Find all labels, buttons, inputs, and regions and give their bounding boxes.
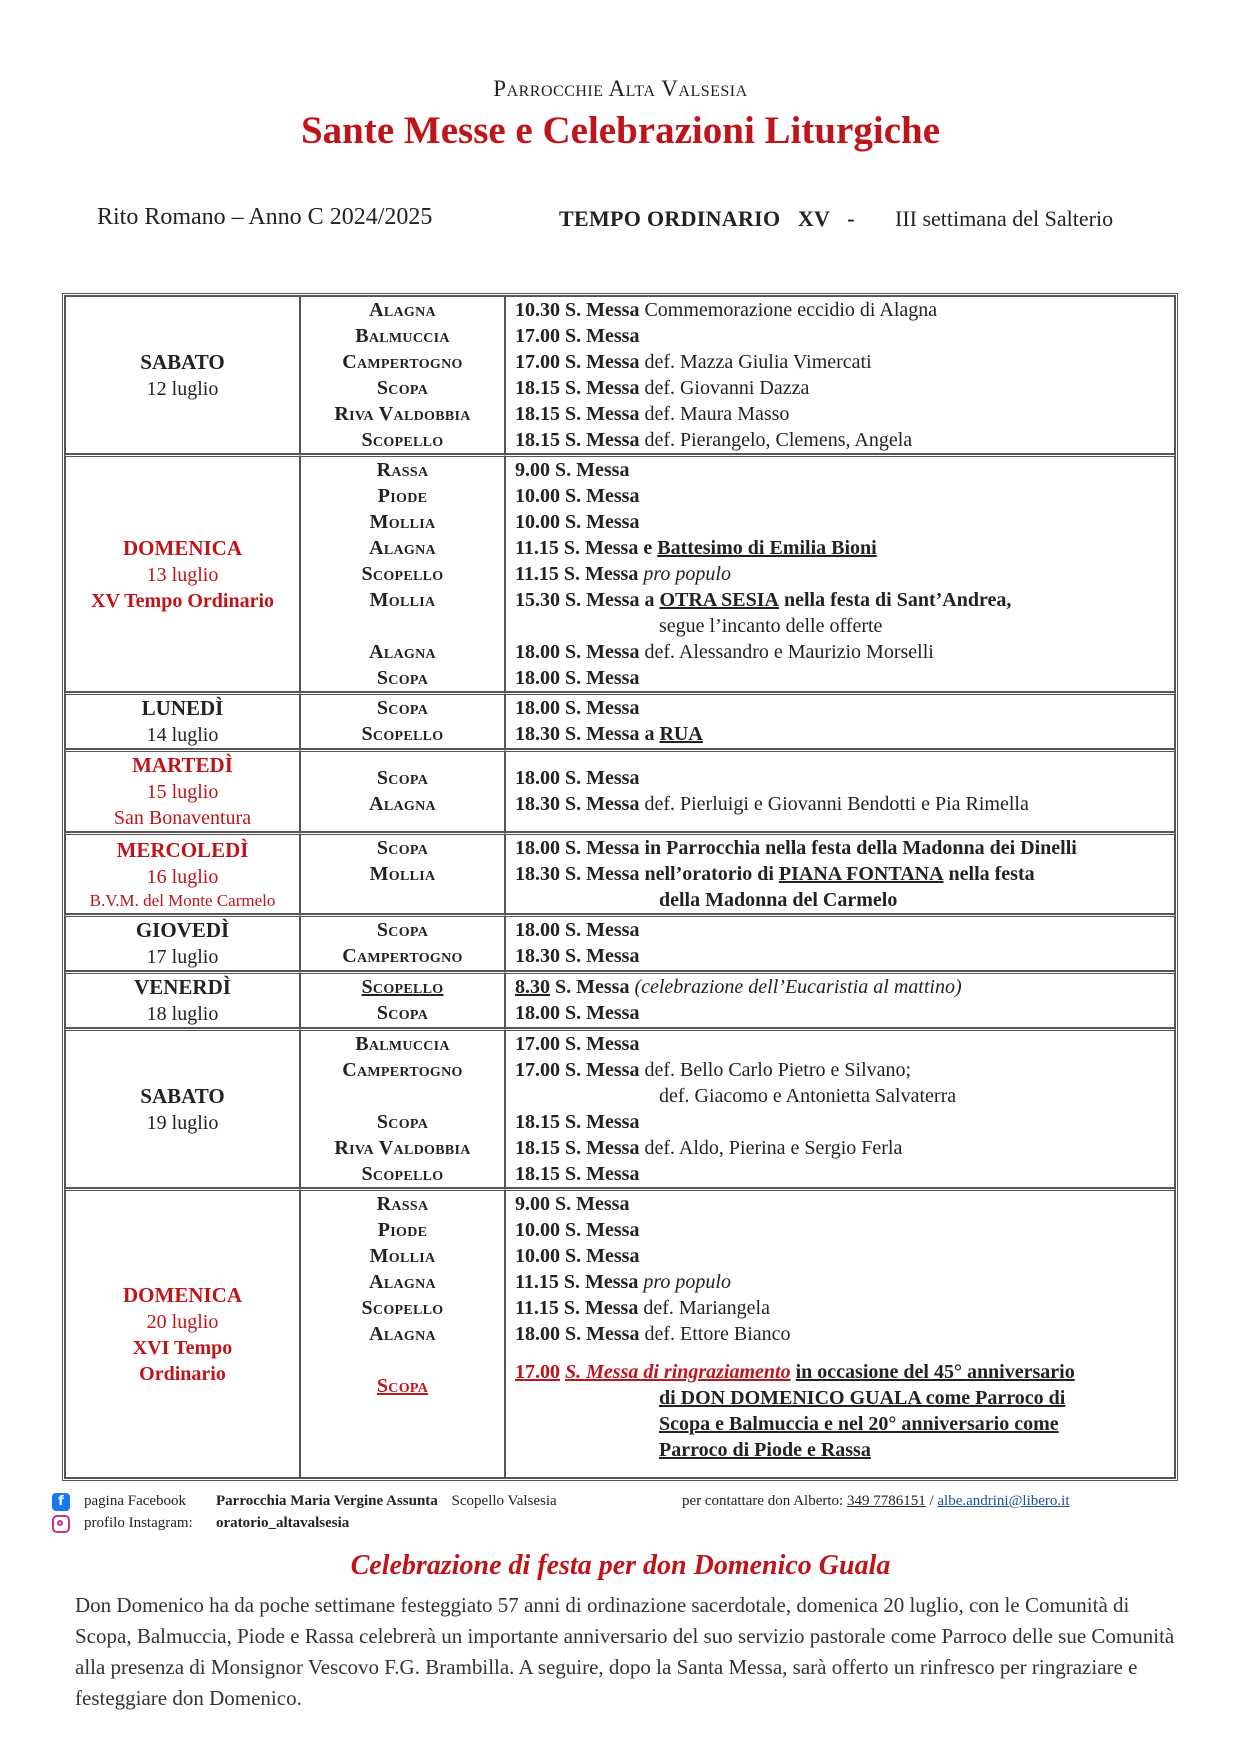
- mass-time: 18.00 S. Messa: [515, 1323, 640, 1345]
- mass-line: [515, 1161, 1174, 1187]
- day-row: [65, 914, 1175, 971]
- mass-line: [515, 835, 1174, 861]
- day-cell: [65, 296, 300, 454]
- place-name: Scopa: [376, 697, 429, 719]
- place-name: Scopa: [376, 1002, 429, 1024]
- mass-line: [515, 587, 1174, 613]
- mass-line: [515, 1359, 1174, 1385]
- place-name: Scopello: [361, 723, 444, 745]
- day-date: 14 luglio: [146, 724, 219, 746]
- mass-time: 10.00 S. Messa: [515, 1219, 640, 1241]
- places-cell: [300, 1028, 505, 1188]
- mass-time: 18.00 S. Messa: [515, 837, 640, 859]
- day-name: DOMENICA: [123, 1282, 242, 1307]
- day-cell: [65, 971, 300, 1028]
- mass-time: 18.15 S. Messa: [515, 1137, 640, 1159]
- celebration-title: Celebrazione di festa per don Domenico Guala: [350, 1550, 891, 1581]
- place-name: [301, 1083, 504, 1109]
- masses-cell: [505, 1028, 1175, 1188]
- day-date: 18 luglio: [146, 1003, 219, 1025]
- place-name: Rassa: [376, 459, 429, 481]
- day-name: LUNEDÌ: [141, 696, 224, 720]
- places-cell: [300, 296, 505, 454]
- mass-time: 18.00 S. Messa: [515, 641, 640, 663]
- place-name: Scopello: [361, 976, 444, 998]
- mass-note: pro populo: [643, 1271, 731, 1293]
- place-name: Scopa: [376, 767, 429, 789]
- mass-line: [515, 1437, 1174, 1463]
- day-row: [65, 971, 1175, 1028]
- mass-time: 17.00 S. Messa: [515, 351, 640, 373]
- place-name: Mollia: [369, 589, 436, 611]
- email-link[interactable]: albe.andrini@libero.it: [937, 1493, 1070, 1509]
- mass-line: [515, 297, 1174, 323]
- place-name: Scopello: [361, 1297, 444, 1319]
- masses-cell: [505, 749, 1175, 832]
- places-cell: [300, 749, 505, 832]
- day-cell: [65, 454, 300, 692]
- mass-time: 18.00 S. Messa: [515, 767, 640, 789]
- mass-time: 10.00 S. Messa: [515, 485, 640, 507]
- place-name: Scopa: [376, 837, 429, 859]
- day-name: GIOVEDÌ: [135, 918, 230, 942]
- mass-line: [515, 721, 1174, 747]
- mass-time: 18.30 S. Messa: [515, 863, 640, 885]
- mass-note: Parroco di Piode e Rassa: [659, 1439, 871, 1461]
- mass-line: [515, 791, 1174, 817]
- day-name: SABATO: [140, 1083, 225, 1108]
- mass-line: [515, 349, 1174, 375]
- mass-line: [515, 1191, 1174, 1217]
- mass-intention: def. Pierluigi e Giovanni Bendotti e Pia Rimella: [644, 793, 1029, 815]
- mass-time: 18.00 S. Messa: [515, 697, 640, 719]
- places-cell: [300, 971, 505, 1028]
- instagram-name[interactable]: oratorio_altavalsesia: [216, 1515, 350, 1531]
- mass-time: 10.00 S. Messa: [515, 1245, 640, 1267]
- mass-line: [515, 613, 1174, 639]
- tempo-label: TEMPO ORDINARIO XV -: [559, 206, 855, 231]
- mass-line: [515, 943, 1174, 969]
- day-row: [65, 454, 1175, 692]
- mass-location: OTRA SESIA: [659, 589, 779, 611]
- day-note: B.V.M. del Monte Carmelo: [89, 890, 276, 910]
- mass-intention: def. Bello Carlo Pietro e Silvano;: [644, 1059, 912, 1081]
- facebook-row: [52, 1490, 1070, 1512]
- mass-line: [515, 1000, 1174, 1026]
- places-cell: [300, 1188, 505, 1478]
- mass-line: [515, 861, 1174, 887]
- mass-intention: def. Giovanni Dazza: [644, 377, 810, 399]
- day-name: SABATO: [140, 349, 225, 374]
- mass-time: 18.15 S. Messa: [515, 403, 640, 425]
- mass-intention: def. Mazza Giulia Vimercati: [644, 351, 872, 373]
- mass-note: in occasione del 45° anniversario: [795, 1361, 1075, 1383]
- places-cell: [300, 832, 505, 914]
- day-note: XVI Tempo: [132, 1336, 233, 1359]
- masses-cell: [505, 832, 1175, 914]
- mass-note: in Parrocchia nella festa della Madonna dei Dinelli: [644, 837, 1077, 859]
- rito-label: Rito Romano – Anno C 2024/2025: [97, 204, 433, 230]
- place-name: Campertogno: [342, 1059, 463, 1081]
- mass-line: [515, 1057, 1174, 1083]
- places-cell: [300, 454, 505, 692]
- mass-time: 11.15 S. Messa: [515, 537, 639, 559]
- mass-time: 11.15 S. Messa: [515, 1297, 639, 1319]
- mass-time: 17.00 S. Messa: [515, 325, 640, 347]
- place-name: Alagna: [369, 1323, 436, 1345]
- mass-line: [515, 1109, 1174, 1135]
- place-name: Scopello: [361, 429, 444, 451]
- facebook-label: pagina Facebook: [84, 1493, 187, 1509]
- place-name: Scopello: [361, 1163, 444, 1185]
- place-name: Scopa: [376, 919, 429, 941]
- masses-cell: [505, 971, 1175, 1028]
- mass-time: 10.00 S. Messa: [515, 511, 640, 533]
- mass-line: [515, 427, 1174, 453]
- mass-time: 18.30 S. Messa: [515, 793, 640, 815]
- mass-time: 18.00 S. Messa: [515, 667, 640, 689]
- place-name: Campertogno: [342, 945, 463, 967]
- mass-line: [515, 1135, 1174, 1161]
- place-name: Scopello: [361, 563, 444, 585]
- mass-join: e: [643, 537, 653, 559]
- day-name: MERCOLEDÌ: [116, 837, 249, 862]
- mass-note: segue l’incanto delle offerte: [659, 615, 883, 637]
- mass-time: 18.15 S. Messa: [515, 377, 640, 399]
- mass-line: [515, 639, 1174, 665]
- mass-intention: def. Maura Masso: [644, 403, 790, 425]
- mass-intention: def. Aldo, Pierina e Sergio Ferla: [644, 1137, 903, 1159]
- day-row: [65, 296, 1175, 454]
- mass-time: 18.00 S. Messa: [515, 1002, 640, 1024]
- instagram-label: profilo Instagram:: [84, 1515, 193, 1531]
- mass-line: [515, 1031, 1174, 1057]
- day-date: 16 luglio: [146, 865, 219, 888]
- place-name: Rassa: [376, 1193, 429, 1215]
- day-date: 17 luglio: [146, 946, 219, 968]
- day-cell: [65, 914, 300, 971]
- mass-label: S. Messa di ringraziamento: [565, 1361, 791, 1383]
- mass-line: [515, 1243, 1174, 1269]
- facebook-page-name[interactable]: Parrocchia Maria Vergine Assunta: [216, 1493, 438, 1509]
- instagram-icon[interactable]: [52, 1515, 70, 1533]
- mass-time: 18.15 S. Messa: [515, 1111, 640, 1133]
- place-name: Balmuccia: [355, 325, 450, 347]
- day-cell: [65, 1028, 300, 1188]
- places-cell: [300, 692, 505, 749]
- mass-intention: def. Ettore Bianco: [644, 1323, 791, 1345]
- masses-cell: [505, 454, 1175, 692]
- day-date: 12 luglio: [146, 377, 219, 400]
- mass-line: [515, 1385, 1174, 1411]
- place-name: Mollia: [369, 1245, 436, 1267]
- mass-time: 18.30 S. Messa: [515, 945, 640, 967]
- mass-join: a: [644, 723, 655, 745]
- mass-intention: def. Pierangelo, Clemens, Angela: [644, 429, 913, 451]
- mass-join: nell’oratorio di: [644, 863, 774, 885]
- places-cell: [300, 914, 505, 971]
- celebration-text: Don Domenico ha da poche settimane festeggiato 57 anni di ordinazione sacerdotale, domenica 20 luglio, con le Comunità di Scopa, Balmuccia, Piode e Rassa celebrerà un importante anniversario del suo servizio pastorale come Parroco delle sue Comunità alla presenza di Monsignor Vescovo F.G. Brambilla. A seguire, dopo la Santa Messa, sarà offerto un rinfresco per ringraziare e festeggiare don Domenico.: [75, 1593, 1175, 1710]
- mass-intention: def. Mariangela: [643, 1297, 770, 1319]
- contact-text: per contattare don Alberto:: [682, 1493, 844, 1509]
- mass-line: [515, 1347, 1174, 1359]
- day-note: Ordinario: [139, 1362, 226, 1385]
- facebook-place: Scopello Valsesia: [451, 1493, 557, 1509]
- mass-time: 17.00 S. Messa: [515, 1033, 640, 1055]
- day-row: [65, 1188, 1175, 1478]
- place-name: [301, 613, 504, 639]
- day-row: [65, 692, 1175, 749]
- mass-line: [515, 887, 1174, 913]
- mass-line: [515, 1269, 1174, 1295]
- mass-note: Scopa e Balmuccia e nel 20° anniversario come: [659, 1413, 1059, 1435]
- mass-line: [515, 1411, 1174, 1437]
- place-name: Riva Valdobbia: [334, 1137, 471, 1159]
- mass-schedule-table: [62, 293, 1178, 1481]
- day-name: DOMENICA: [123, 535, 242, 560]
- mass-note: nella festa di Sant’Andrea,: [783, 589, 1012, 611]
- place-name: Campertogno: [342, 351, 463, 373]
- mass-note: della Madonna del Carmelo: [659, 889, 898, 911]
- mass-line: [515, 535, 1174, 561]
- mass-line: [515, 974, 1174, 1000]
- place-name: Piode: [377, 1219, 428, 1241]
- day-date: 13 luglio: [146, 563, 219, 586]
- mass-line: [515, 1295, 1174, 1321]
- day-cell: [65, 832, 300, 914]
- place-name: [301, 1425, 504, 1451]
- mass-time: S. Messa: [555, 976, 630, 998]
- place-name: Alagna: [369, 641, 436, 663]
- contact-info: [682, 1490, 1069, 1512]
- day-note: XV Tempo Ordinario: [91, 589, 274, 612]
- mass-line: [515, 483, 1174, 509]
- mass-time: 8.30: [515, 976, 550, 998]
- place-name: Riva Valdobbia: [334, 403, 471, 425]
- day-row: [65, 832, 1175, 914]
- place-name: Scopa: [376, 1375, 429, 1397]
- day-row: [65, 749, 1175, 832]
- day-date: 19 luglio: [146, 1111, 219, 1134]
- mass-line: [515, 1083, 1174, 1109]
- place-name: Alagna: [369, 299, 436, 321]
- mass-location: PIANA FONTANA: [778, 863, 944, 885]
- mass-time: 18.15 S. Messa: [515, 429, 640, 451]
- mass-time: 11.15 S. Messa: [515, 1271, 639, 1293]
- mass-time: 18.00 S. Messa: [515, 919, 640, 941]
- place-name: Balmuccia: [355, 1033, 450, 1055]
- mass-line: [515, 561, 1174, 587]
- day-name: MARTEDÌ: [132, 753, 233, 777]
- place-name: Scopa: [376, 1111, 429, 1133]
- day-date: 20 luglio: [146, 1310, 219, 1333]
- mass-line: [515, 765, 1174, 791]
- contact-sep: /: [929, 1493, 934, 1509]
- masses-cell: [505, 296, 1175, 454]
- day-row: [65, 1028, 1175, 1188]
- place-name: Alagna: [369, 793, 436, 815]
- day-note: San Bonaventura: [113, 807, 252, 829]
- mass-location: RUA: [659, 723, 703, 745]
- mass-time: 15.30 S. Messa: [515, 589, 640, 611]
- mass-line: [515, 1217, 1174, 1243]
- mass-time: 10.30 S. Messa: [515, 299, 640, 321]
- mass-line: [515, 665, 1174, 691]
- masses-cell: [505, 692, 1175, 749]
- day-cell: [65, 1188, 300, 1478]
- mass-note: (celebrazione dell’Eucaristia al mattino): [634, 976, 962, 998]
- mass-time: 17.00 S. Messa: [515, 1059, 640, 1081]
- mass-line: [515, 1321, 1174, 1347]
- masses-cell: [505, 1188, 1175, 1478]
- mass-note: def. Giacomo e Antonietta Salvaterra: [659, 1085, 957, 1107]
- place-name: Scopa: [376, 667, 429, 689]
- mass-line: [515, 375, 1174, 401]
- place-name: Alagna: [369, 1271, 436, 1293]
- mass-time: 18.15 S. Messa: [515, 1163, 640, 1185]
- mass-line: [515, 457, 1174, 483]
- place-name: Piode: [377, 485, 428, 507]
- mass-line: [515, 509, 1174, 535]
- mass-intention: def. Alessandro e Maurizio Morselli: [644, 641, 934, 663]
- page-title: Sante Messe e Celebrazioni Liturgiche: [300, 109, 941, 152]
- place-name: Mollia: [369, 863, 436, 885]
- place-name: [301, 1451, 504, 1477]
- place-name: [301, 1399, 504, 1425]
- mass-location: Battesimo di Emilia Bioni: [657, 537, 877, 559]
- mass-line: [515, 695, 1174, 721]
- day-name: VENERDÌ: [134, 975, 231, 999]
- parish-subtitle: Parrocchie Alta Valsesia: [493, 76, 748, 101]
- mass-note: pro populo: [643, 563, 731, 585]
- mass-intention: Commemorazione eccidio di Alagna: [644, 299, 938, 321]
- mass-line: [515, 401, 1174, 427]
- facebook-icon[interactable]: f: [52, 1493, 70, 1511]
- mass-time: 9.00 S. Messa: [515, 1193, 630, 1215]
- phone-link[interactable]: 349 7786151: [846, 1493, 926, 1509]
- mass-time: 18.30 S. Messa: [515, 723, 640, 745]
- mass-line: [515, 917, 1174, 943]
- settimana-label: III settimana del Salterio: [895, 206, 1114, 231]
- day-cell: [65, 749, 300, 832]
- mass-time: 11.15 S. Messa: [515, 563, 639, 585]
- mass-note: di DON DOMENICO GUALA come Parroco di: [659, 1387, 1066, 1409]
- place-name: [301, 1347, 504, 1373]
- day-cell: [65, 692, 300, 749]
- day-date: 15 luglio: [146, 781, 219, 803]
- instagram-row: [52, 1512, 349, 1534]
- mass-note: nella festa: [948, 863, 1035, 885]
- place-name: Alagna: [369, 537, 436, 559]
- mass-time: 9.00 S. Messa: [515, 459, 630, 481]
- place-name: Mollia: [369, 511, 436, 533]
- mass-time: 17.00: [515, 1361, 560, 1383]
- mass-join: a: [644, 589, 655, 611]
- place-name: Scopa: [376, 377, 429, 399]
- mass-line: [515, 323, 1174, 349]
- masses-cell: [505, 914, 1175, 971]
